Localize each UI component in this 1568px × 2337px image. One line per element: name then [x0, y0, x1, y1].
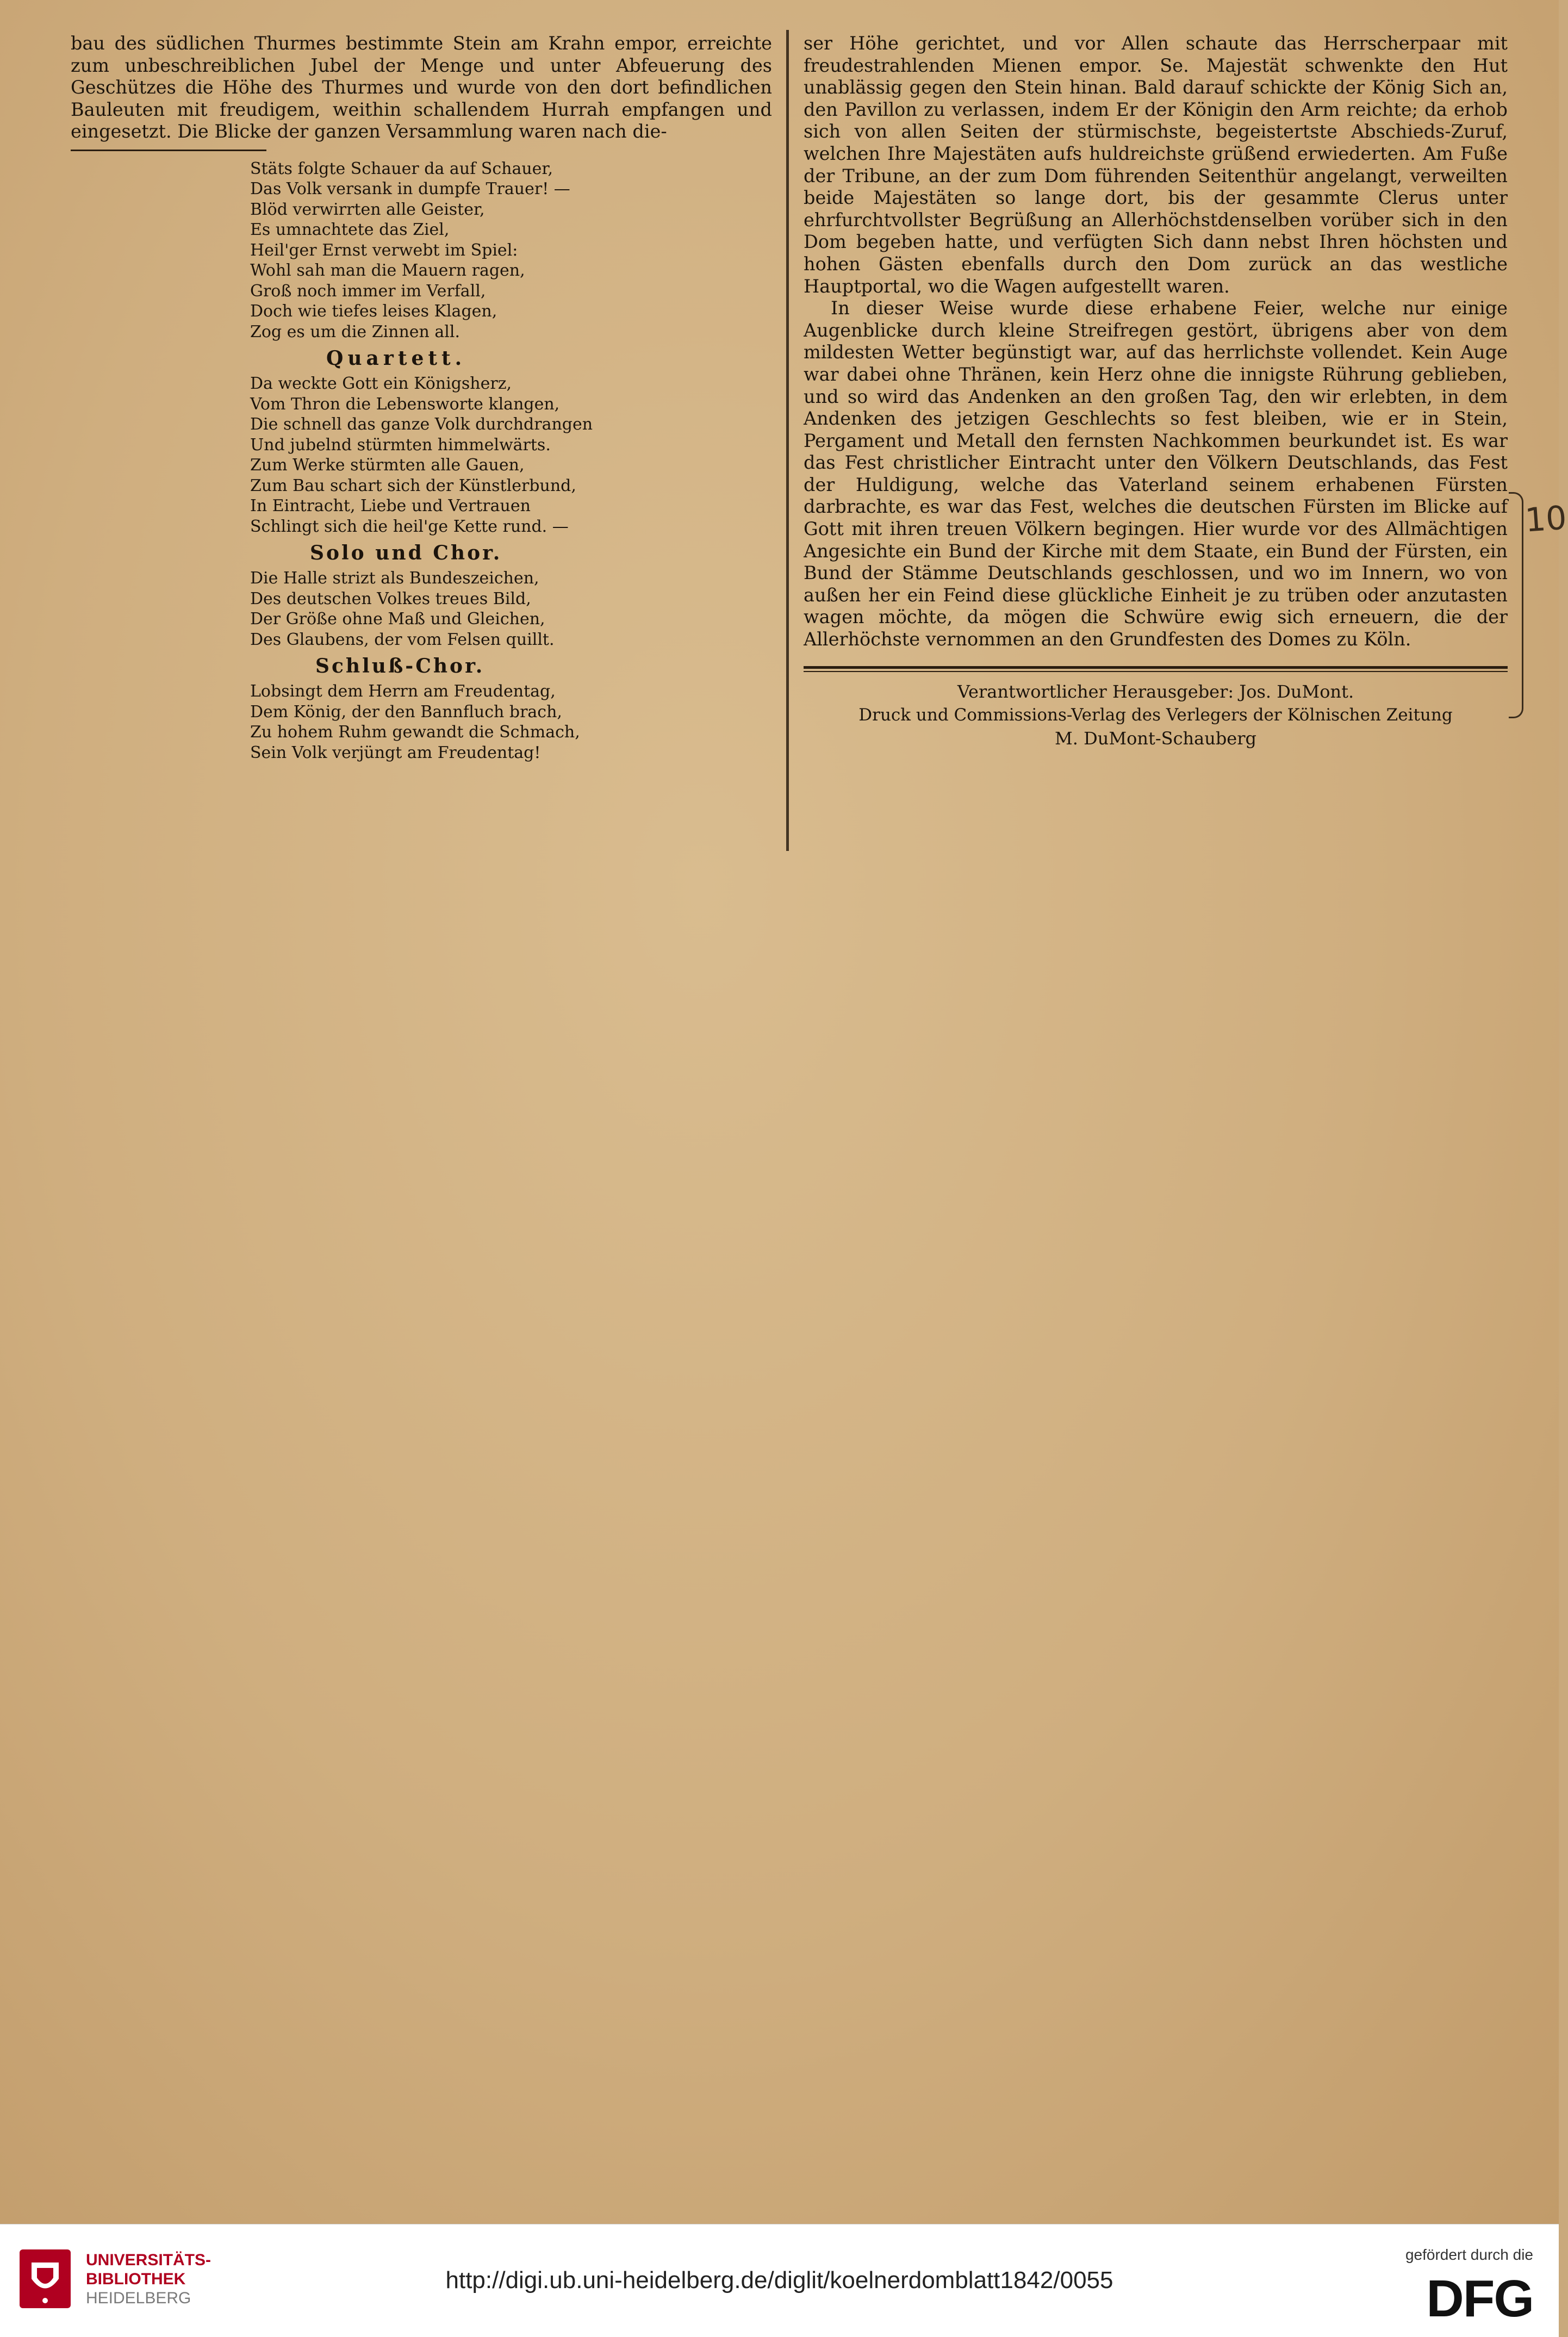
poem-line: Blöd verwirrten alle Geister,	[250, 200, 485, 219]
heading-quartett: Quartett.	[326, 347, 466, 370]
column-divider	[786, 30, 789, 851]
left-intro	[71, 33, 772, 143]
poem-line: In Eintracht, Liebe und Vertrauen	[250, 496, 531, 516]
right-prose	[804, 33, 1508, 651]
poem-line: Zum Werke stürmten alle Gauen,	[250, 456, 525, 475]
imprint-editor: Verantwortlicher Herausgeber: Jos. DuMont.	[957, 681, 1354, 702]
margin-bracket	[1509, 492, 1523, 718]
poem-line: Heil'ger Ernst verwebt im Spiel:	[250, 240, 518, 260]
poem-line: Der Größe ohne Maß und Gleichen,	[250, 610, 545, 629]
poem-line: Vom Thron die Lebensworte klangen,	[250, 394, 560, 414]
right-paragraph-2: In dieser Weise wurde diese erhabene Feier, welche nur einige Augenblicke durch kleine Streifregen gestört, übrigens aber von dem mildesten Wetter begünstigt war, auf das herrlichste vollendet. Kein Auge war dabei ohne Thränen, kein Herz ohne die innigste Rührung geblieben, und so wird das Andenken an den großen Tag, den wir erlebten, in dem Andenken des jetzigen Geschlechts so fest bleiben, wie er in Stein, Pergament und Metall den fernsten Nachkommen beurkundet ist. Es war das Fest christlicher Eintracht unter den Völkern Deutschlands, das Fest der Huldigung, welche das Vaterland seinem erhabenen Fürsten darbrachte, es war das Fest, welches die deutschen Fürsten im Blicke auf Gott mit ihren treuen Völkern begingen. Hier wurde vor des Allmächtigen Angesichte ein Bund der Kirche mit dem Staate, ein Bund der Fürsten, ein Bund der Stämme Deutschlands geschlossen, und wo im Innern, wo von außen her ein Feind diese glückliche Einheit je zu trüben oder anzutasten wagen möchte, da mögen die Schwüre ewig sich erneuern, die der Allerhöchste vernommen an den Grundfesten des Domes zu Köln.	[804, 297, 1508, 650]
margin-annotation: 10	[1523, 499, 1568, 540]
poem-line: Wohl sah man die Mauern ragen,	[250, 261, 525, 281]
poem-stanza-1	[250, 159, 772, 343]
imprint	[804, 680, 1508, 750]
poem-line: Die schnell das ganze Volk durchdrangen	[250, 415, 593, 434]
poem-line: Und jubelnd stürmten himmelwärts.	[250, 435, 551, 455]
poem-stanza-4	[250, 681, 772, 763]
dfg-logo: DFG	[1426, 2270, 1533, 2328]
poem-line: Lobsingt dem Herrn am Freudentag,	[250, 682, 556, 701]
poem-line: Dem König, der den Bannfluch brach,	[250, 702, 562, 722]
imprint-printer: M. DuMont-Schauberg	[1054, 728, 1257, 749]
poem-line: Zog es um die Zinnen all.	[250, 322, 461, 341]
poem-line: Groß noch immer im Verfall,	[250, 281, 486, 301]
funding-caption: gefördert durch die	[1405, 2246, 1533, 2263]
poem-stanza-2	[250, 374, 772, 537]
left-column	[71, 33, 772, 763]
heading-schluss-chor: Schluß-Chor.	[315, 655, 485, 678]
poem-line: Doch wie tiefes leises Klagen,	[250, 302, 497, 321]
poem-line: Des deutschen Volkes treues Bild,	[250, 589, 531, 608]
footer-bar	[0, 2224, 1559, 2337]
poem-stanza-3	[250, 568, 772, 650]
double-rule	[804, 666, 1508, 672]
institution-line-2: BIBLIOTHEK	[86, 2270, 186, 2288]
institution-line-1: UNIVERSITÄTS-	[86, 2251, 211, 2269]
right-paragraph-1: ser Höhe gerichtet, und vor Allen schaute das Herrscherpaar mit freudestrahlenden Mienen empor. Se. Majestät schwenkte den Hut unablässig gegen den Stein hinan. Bald darauf schickte der König Sich an, den Pavillon zu verlassen, indem Er der Königin den Arm reichte; da erhob sich von allen Seiten der stürmischste, begeistertste Abschieds-Zuruf, welchen Ihre Majestäten aufs huldreichste grüßend erwiederten. Am Fuße der Tribune, an der zum Dom führenden Seitenthür angelangt, verweilten beide Majestäten so lange dort, bis der gesammte Clerus unter ehrfurchtvollster Begrüßung an Allerhöchstdenselben vorüber sich in den Dom begeben hatte, und verfügten Sich dann nebst Ihren höchsten und hohen Gästen ebenfalls durch den Dom zurück an das westliche Hauptportal, wo die Wagen aufgestellt waren.	[804, 33, 1508, 297]
imprint-publisher: Druck und Commissions-Verlag des Verlegers der Kölnischen Zeitung	[858, 705, 1453, 725]
poem-line: Es umnachtete das Ziel,	[250, 220, 450, 240]
poem-line: Zu hohem Ruhm gewandt die Schmach,	[250, 723, 580, 742]
left-intro-paragraph: bau des südlichen Thurmes bestimmte Stein am Krahn empor, erreichte zum unbeschreiblichen Jubel der Menge und unter Abfeuerung des Geschützes die Höhe des Thurmes und wurde von den dort befindlichen Bauleuten mit freudigem, weithin schallendem Hurrah empfangen und eingesetzt. Die Blicke der ganzen Versammlung waren nach die-	[71, 33, 772, 142]
document-url[interactable]: http://digi.ub.uni-heidelberg.de/diglit/koelnerdomblatt1842/0055	[445, 2267, 1113, 2294]
poem-line: Da weckte Gott ein Königsherz,	[250, 374, 512, 394]
institution-line-3: HEIDELBERG	[86, 2289, 191, 2307]
poem-line: Stäts folgte Schauer da auf Schauer,	[250, 159, 553, 178]
poem	[250, 159, 772, 763]
poem-line: Zum Bau schart sich der Künstlerbund,	[250, 476, 576, 495]
right-column	[804, 33, 1508, 750]
poem-line: Das Volk versank in dumpfe Trauer! —	[250, 179, 570, 199]
heading-solo-und-chor: Solo und Chor.	[310, 542, 502, 565]
poem-line: Sein Volk verjüngt am Freudentag!	[250, 743, 541, 762]
poem-line: Schlingt sich die heil'ge Kette rund. —	[250, 517, 569, 536]
poem-line: Des Glaubens, der vom Felsen quillt.	[250, 630, 555, 649]
poem-line: Die Halle strizt als Bundeszeichen,	[250, 569, 539, 588]
short-rule	[71, 150, 266, 151]
